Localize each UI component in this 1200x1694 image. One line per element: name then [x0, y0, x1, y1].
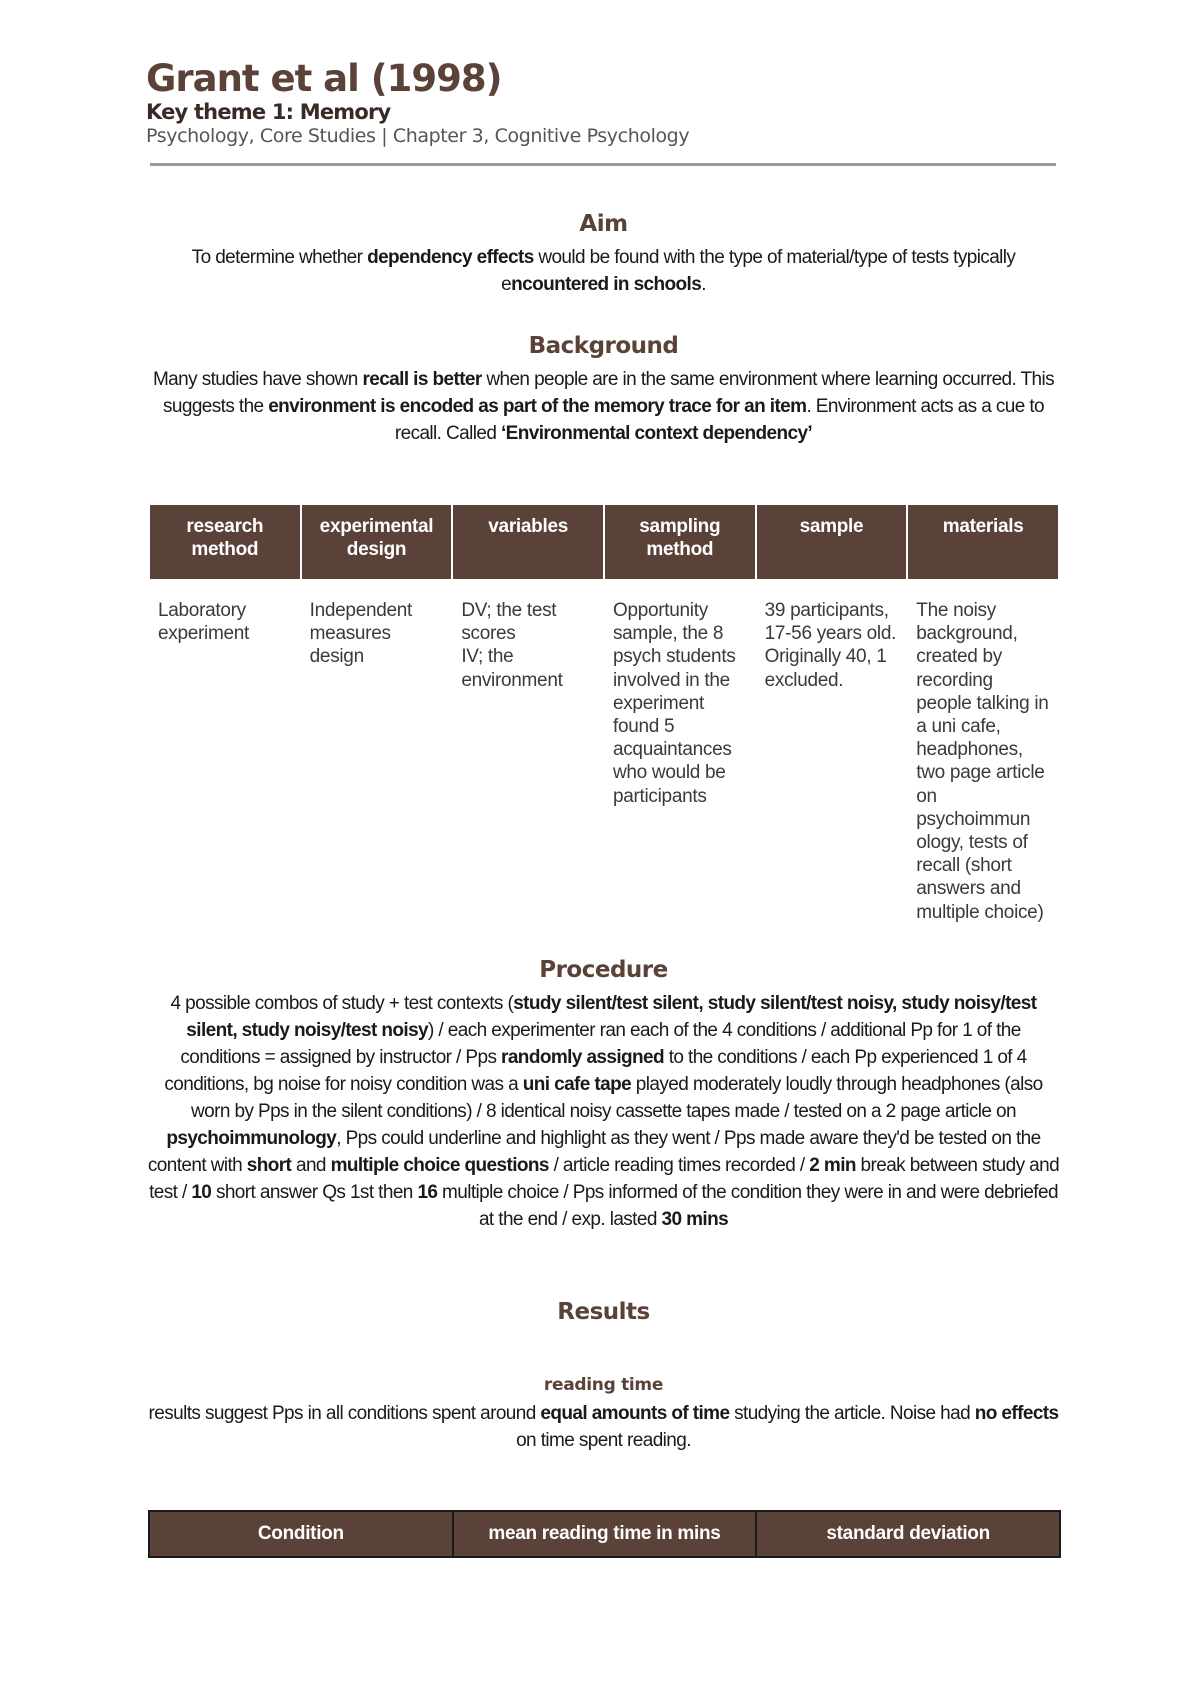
key-theme: Key theme 1: Memory: [146, 100, 391, 124]
table-cell: DV; the test scores IV; the environment: [461, 600, 563, 691]
column-header: Condition: [149, 1511, 453, 1557]
aim-section: [146, 210, 1061, 298]
source-line: Psychology, Core Studies | Chapter 3, Cognitive Psychology: [146, 125, 690, 147]
table-header-row: [149, 1511, 1060, 1557]
results-heading: Results: [557, 1299, 650, 1325]
document-header: [146, 58, 1056, 148]
table-row: [150, 579, 1058, 924]
results-section: [146, 1298, 1061, 1332]
procedure-section: [146, 956, 1061, 1233]
header-divider: [150, 163, 1056, 166]
column-header: experimental design: [302, 505, 452, 579]
aim-text: To determine whether dependency effects would be found with the type of material/type of tests typically encountered in schools.: [191, 247, 1016, 295]
table-cell: Laboratory experiment: [158, 600, 249, 645]
table-cell: The noisy background, created by recording people talking in a uni cafe, headphones, two page article on psychoimmun ology, tests of recall (short answers and multiple choice): [916, 600, 1049, 923]
reading-time-heading: reading time: [543, 1375, 664, 1395]
reading-time-table: [148, 1510, 1061, 1558]
column-header: sampling method: [605, 505, 755, 579]
table-header-row: [150, 505, 1058, 579]
page-title: Grant et al (1998): [146, 57, 502, 100]
table-cell: Independent measures design: [309, 600, 413, 668]
column-header: variables: [453, 505, 603, 579]
column-header: mean reading time in mins: [453, 1511, 757, 1557]
reading-time-section: [146, 1374, 1061, 1454]
column-header: materials: [908, 505, 1058, 579]
procedure-text: 4 possible combos of study + test contexts (study silent/test silent, study silent/test noisy, study noisy/test silent, study noisy/test noisy) / each experimenter ran each of the 4 conditions / additional Pp for 1 of the conditions = assigned by instructor / Pps randomly assigned to the conditions / each Pp experienced 1 of 4 conditions, bg noise for noisy condition was a uni cafe tape played moderately loudly through headphones (also worn by Pps in the silent conditions) / 8 identical noisy cassette tapes made / tested on a 2 page article on psychoimmunology, Pps could underline and highlight as they went / Pps made aware they'd be tested on the content with short and multiple choice questions / article reading times recorded / 2 min break between study and test / 10 short answer Qs 1st then 16 multiple choice / Pps informed of the condition they were in and were debriefed at the end / exp. lasted 30 mins: [147, 993, 1060, 1230]
background-text: Many studies have shown recall is better when people are in the same environment where learning occurred. This suggests the environment is encoded as part of the memory trace for an item. Environment acts as a cue to recall. Called ‘Environmental context dependency’: [152, 369, 1055, 444]
table-cell: 39 participants, 17-56 years old. Originally 40, 1 excluded.: [764, 600, 897, 691]
background-heading: Background: [528, 333, 679, 359]
aim-heading: Aim: [579, 211, 628, 237]
table-cell: Opportunity sample, the 8 psych students involved in the experiment found 5 acquaintances who would be participants: [612, 600, 736, 807]
reading-time-text: results suggest Pps in all conditions spent around equal amounts of time studying the article. Noise had no effects on time spent reading.: [148, 1403, 1059, 1451]
background-section: [146, 332, 1061, 447]
column-header: sample: [757, 505, 907, 579]
procedure-heading: Procedure: [539, 957, 668, 983]
column-header: standard deviation: [756, 1511, 1060, 1557]
column-header: research method: [150, 505, 300, 579]
study-summary-table: [148, 505, 1060, 924]
